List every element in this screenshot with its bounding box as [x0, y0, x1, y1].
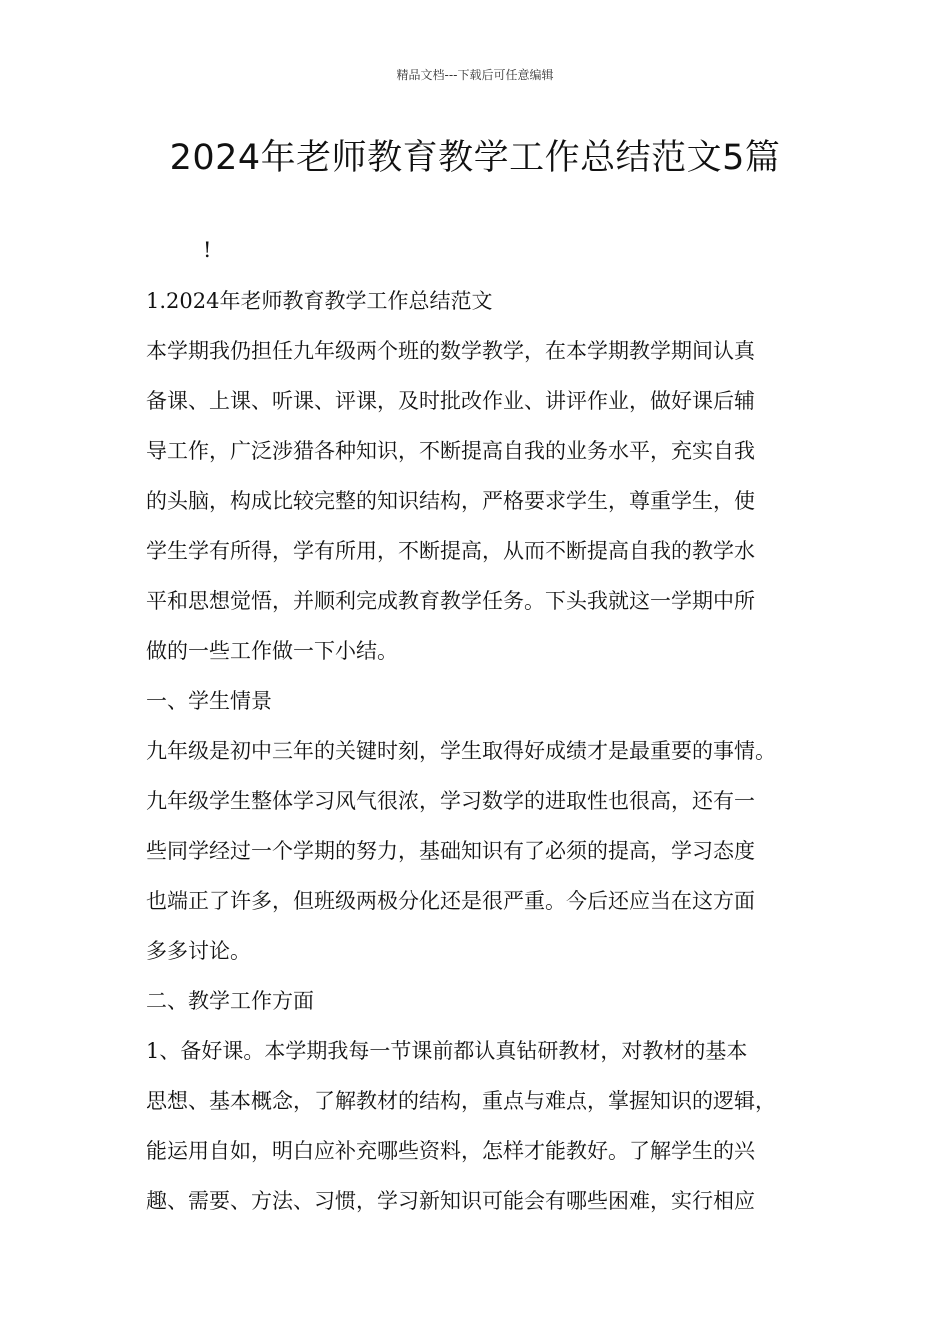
document-title: 2024年老师教育教学工作总结范文5篇	[169, 138, 781, 178]
text-line: 些同学经过一个学期的努力，基础知识有了必须的提高，学习态度	[146, 839, 755, 863]
text-line: 1.2024年老师教育教学工作总结范文	[146, 289, 493, 313]
text-line: 本学期我仍担任九年级两个班的数学教学，在本学期教学期间认真	[146, 339, 755, 363]
text-line: 趣、需要、方法、习惯，学习新知识可能会有哪些困难，实行相应	[146, 1189, 755, 1213]
text-line: 思想、基本概念，了解教材的结构，重点与难点，掌握知识的逻辑，	[146, 1089, 776, 1113]
text-line: 九年级学生整体学习风气很浓，学习数学的进取性也很高，还有一	[146, 789, 755, 813]
text-line: 的头脑，构成比较完整的知识结构，严格要求学生，尊重学生，使	[146, 489, 755, 513]
text-line: 多多讨论。	[146, 939, 251, 963]
text-line: 二、教学工作方面	[146, 989, 314, 1013]
header-note: 精品文档---下载后可任意编辑	[396, 68, 554, 82]
exclamation-mark: !	[203, 238, 212, 262]
text-line: 导工作，广泛涉猎各种知识，不断提高自我的业务水平，充实自我	[146, 439, 755, 463]
text-line: 平和思想觉悟，并顺利完成教育教学任务。下头我就这一学期中所	[146, 589, 755, 613]
text-line: 九年级是初中三年的关键时刻，学生取得好成绩才是最重要的事情。	[146, 739, 776, 763]
text-line: 1、备好课。本学期我每一节课前都认真钻研教材，对教材的基本	[146, 1039, 748, 1063]
text-line: 能运用自如，明白应补充哪些资料，怎样才能教好。了解学生的兴	[146, 1139, 755, 1163]
text-line: 做的一些工作做一下小结。	[146, 639, 398, 663]
text-line: 学生学有所得，学有所用，不断提高，从而不断提高自我的教学水	[146, 539, 755, 563]
text-line: 备课、上课、听课、评课，及时批改作业、讲评作业，做好课后辅	[146, 389, 755, 413]
text-line: 也端正了许多，但班级两极分化还是很严重。今后还应当在这方面	[146, 889, 755, 913]
text-line: 一、学生情景	[146, 689, 272, 713]
document-body	[146, 276, 826, 1226]
